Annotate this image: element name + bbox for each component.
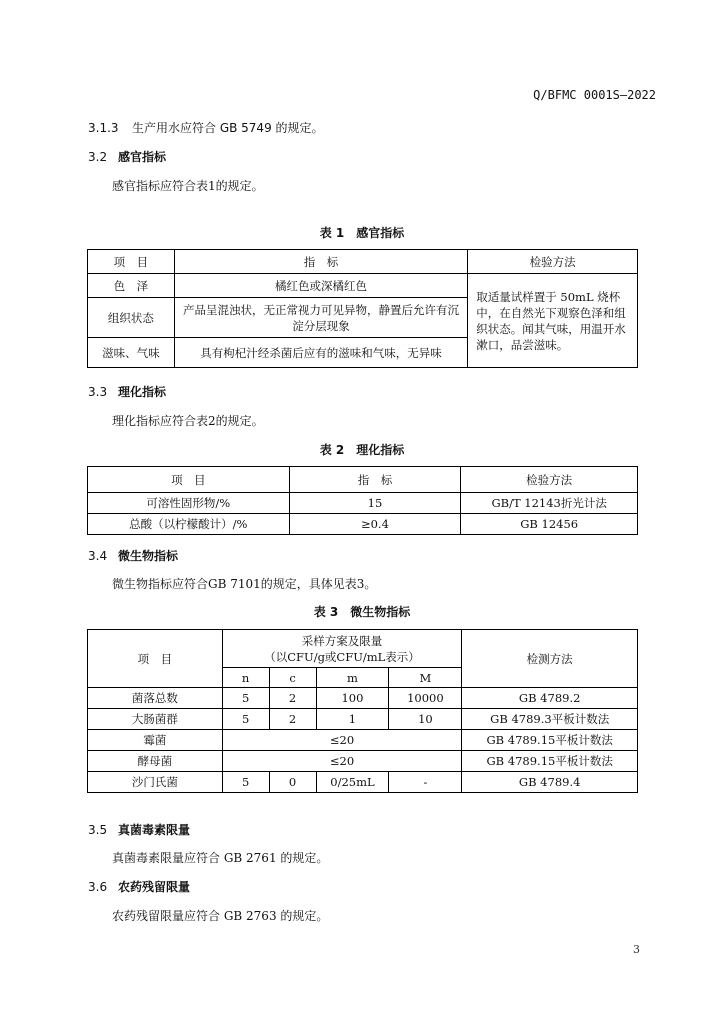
table-cell: 可溶性固形物/% bbox=[88, 493, 290, 514]
table-cell: 15 bbox=[289, 493, 461, 514]
section-title: 感官指标 bbox=[118, 150, 167, 164]
table-row bbox=[88, 709, 638, 730]
table-header: 检验方法 bbox=[461, 467, 638, 493]
table-cell: ≤20 bbox=[222, 751, 462, 772]
table-header: 指 标 bbox=[289, 467, 461, 493]
table-cell: 5 bbox=[222, 709, 269, 730]
table-cell: 0 bbox=[269, 772, 316, 793]
table-row bbox=[88, 688, 638, 709]
table-cell: 100 bbox=[316, 688, 389, 709]
table-cell: 0/25mL bbox=[316, 772, 389, 793]
table-cell: 沙门氏菌 bbox=[88, 772, 223, 793]
table-cell: 滋味、气味 bbox=[88, 338, 175, 368]
table-3-caption: 表 3 微生物指标 bbox=[313, 605, 411, 619]
table-cell: GB/T 12143折光计法 bbox=[461, 493, 638, 514]
table-row bbox=[88, 751, 638, 772]
table-1-caption: 表 1 感官指标 bbox=[319, 226, 405, 240]
section-title: 微生物指标 bbox=[118, 549, 179, 563]
table-cell: 具有枸杞汁经杀菌后应有的滋味和气味，无异味 bbox=[174, 338, 467, 368]
section-number: 3.1.3 bbox=[88, 121, 119, 135]
table-cell: 霉菌 bbox=[88, 730, 223, 751]
table-cell: 5 bbox=[222, 688, 269, 709]
table-header: 项 目 bbox=[88, 630, 223, 688]
section-3-2-body: 感官指标应符合表1的规定。 bbox=[112, 179, 264, 193]
table-cell: 10 bbox=[389, 709, 462, 730]
table-header: 检验方法 bbox=[468, 250, 638, 274]
section-3-1-3 bbox=[88, 119, 324, 136]
table-cell: GB 4789.2 bbox=[462, 688, 638, 709]
table-subheader: m bbox=[316, 668, 389, 688]
table-cell: 橘红色或深橘红色 bbox=[174, 274, 467, 298]
section-3-5-body: 真菌毒素限量应符合 GB 2761 的规定。 bbox=[112, 851, 329, 865]
page-number: 3 bbox=[633, 943, 640, 956]
section-title: 农药残留限量 bbox=[118, 880, 191, 894]
table-row bbox=[88, 493, 638, 514]
table-cell: GB 12456 bbox=[461, 514, 638, 535]
table-header: 指 标 bbox=[174, 250, 467, 274]
table-subheader: M bbox=[389, 668, 462, 688]
plan-unit: （以CFU/g或CFU/mL表示） bbox=[264, 649, 420, 664]
table-row bbox=[88, 514, 638, 535]
table-cell: ≥0.4 bbox=[289, 514, 461, 535]
section-title: 真菌毒素限量 bbox=[118, 823, 191, 837]
table-2-caption: 表 2 理化指标 bbox=[319, 443, 405, 457]
section-3-4-body: 微生物指标应符合GB 7101的规定，具体见表3。 bbox=[112, 577, 377, 591]
table-header: 项 目 bbox=[88, 467, 290, 493]
table-cell: 菌落总数 bbox=[88, 688, 223, 709]
document-id: Q/BFMC 0001S—2022 bbox=[533, 88, 656, 102]
table-subheader: n bbox=[222, 668, 269, 688]
table-cell: 色 泽 bbox=[88, 274, 175, 298]
section-3-5-heading bbox=[88, 821, 190, 838]
table-cell: GB 4789.15平板计数法 bbox=[462, 751, 638, 772]
table-header: 项 目 bbox=[88, 250, 175, 274]
table-cell: 2 bbox=[269, 709, 316, 730]
table-cell: 2 bbox=[269, 688, 316, 709]
table-row bbox=[88, 772, 638, 793]
table-cell: GB 4789.15平板计数法 bbox=[462, 730, 638, 751]
section-text: 生产用水应符合 GB 5749 的规定。 bbox=[132, 121, 324, 135]
table-2-physicochemical bbox=[87, 466, 638, 535]
section-number: 3.3 bbox=[88, 385, 108, 399]
table-cell: 组织状态 bbox=[88, 298, 175, 338]
section-number: 3.4 bbox=[88, 549, 108, 563]
table-cell: 10000 bbox=[389, 688, 462, 709]
section-3-6-body: 农药残留限量应符合 GB 2763 的规定。 bbox=[112, 909, 329, 923]
table-row bbox=[88, 274, 638, 298]
table-cell: 1 bbox=[316, 709, 389, 730]
table-header: 检测方法 bbox=[462, 630, 638, 688]
section-3-6-heading bbox=[88, 878, 190, 895]
table-cell: GB 4789.4 bbox=[462, 772, 638, 793]
table-cell: GB 4789.3平板计数法 bbox=[462, 709, 638, 730]
table-cell: 产品呈混浊状，无正常视力可见异物，静置后允许有沉淀分层现象 bbox=[174, 298, 467, 338]
table-cell-method: 取适量试样置于 50mL 烧杯中，在自然光下观察色泽和组织状态。闻其气味，用温开水漱口，品尝滋味。 bbox=[468, 274, 638, 368]
table-cell: ≤20 bbox=[222, 730, 462, 751]
table-cell: 大肠菌群 bbox=[88, 709, 223, 730]
section-3-2-heading bbox=[88, 148, 166, 165]
table-cell: 总酸（以柠檬酸计）/% bbox=[88, 514, 290, 535]
table-cell: 5 bbox=[222, 772, 269, 793]
section-number: 3.2 bbox=[88, 150, 108, 164]
section-3-3-body: 理化指标应符合表2的规定。 bbox=[112, 414, 264, 428]
table-3-microbial bbox=[87, 629, 638, 793]
table-subheader: c bbox=[269, 668, 316, 688]
section-number: 3.6 bbox=[88, 880, 108, 894]
table-cell: - bbox=[389, 772, 462, 793]
table-header-plan bbox=[222, 630, 462, 668]
section-3-3-heading bbox=[88, 383, 166, 400]
table-1-sensory bbox=[87, 249, 638, 368]
table-cell: 酵母菌 bbox=[88, 751, 223, 772]
section-title: 理化指标 bbox=[118, 385, 167, 399]
section-3-4-heading bbox=[88, 547, 178, 564]
plan-title: 采样方案及限量 bbox=[301, 633, 383, 648]
section-number: 3.5 bbox=[88, 823, 108, 837]
table-row bbox=[88, 730, 638, 751]
